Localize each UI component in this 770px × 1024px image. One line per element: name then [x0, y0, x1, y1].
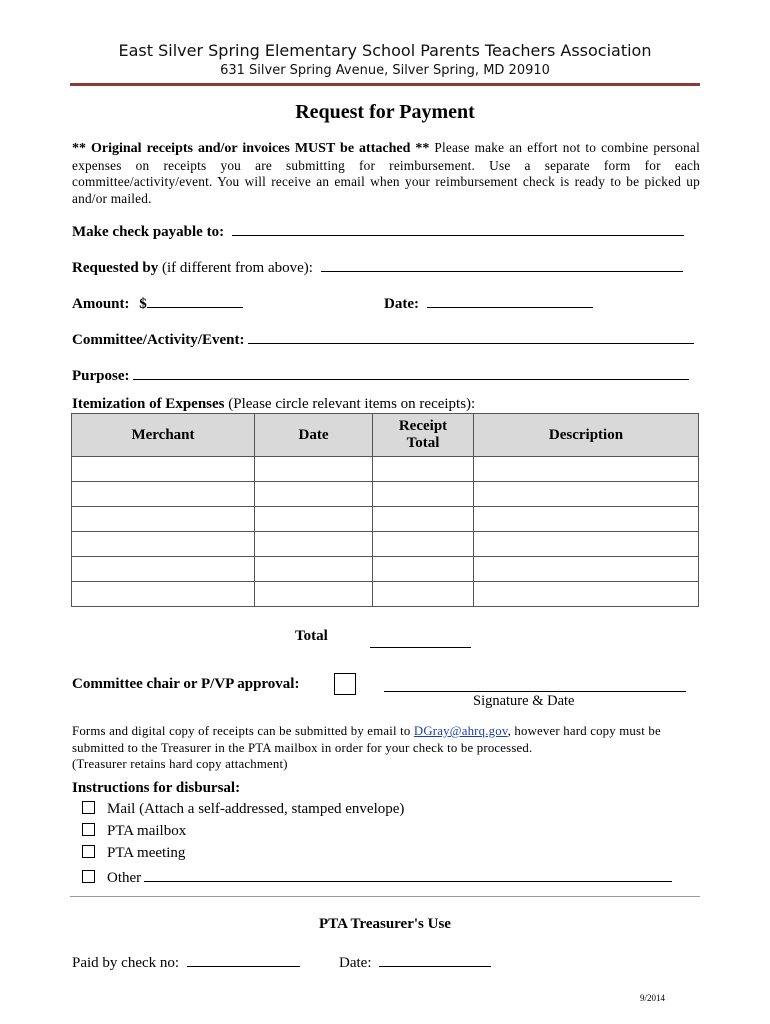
receipt-total-cell[interactable] — [373, 582, 474, 607]
date-cell[interactable] — [255, 557, 373, 582]
itemization-label: Itemization of Expenses — [72, 396, 225, 412]
table-row — [72, 582, 699, 607]
disbursal-heading: Instructions for disbursal: — [72, 780, 241, 796]
description-cell[interactable] — [474, 457, 699, 482]
merchant-cell[interactable] — [72, 482, 255, 507]
description-cell[interactable] — [474, 582, 699, 607]
organization-address: 631 Silver Spring Avenue, Silver Spring, MD 20910 — [220, 63, 550, 78]
description-cell[interactable] — [474, 532, 699, 557]
table-row — [72, 557, 699, 582]
payable-row — [72, 221, 684, 241]
disbursal-option-meeting — [82, 845, 185, 862]
purpose-field[interactable] — [133, 365, 689, 380]
disbursal-option-mail — [82, 801, 404, 818]
description-cell[interactable] — [474, 557, 699, 582]
expenses-table — [71, 413, 699, 607]
amount-field[interactable] — [147, 293, 243, 308]
requested-by-note: (if different from above): — [158, 260, 313, 276]
option-label: Other — [107, 870, 142, 886]
requested-by-row — [72, 257, 683, 277]
paid-by-label: Paid by check no: — [72, 955, 180, 971]
note-text-after: , however hard copy must be submitted to the Treasurer in the PTA mailbox in order for your check to be processed. — [72, 724, 661, 755]
receipt-total-cell[interactable] — [373, 457, 474, 482]
disbursal-option-mailbox — [82, 823, 186, 840]
description-cell[interactable] — [474, 482, 699, 507]
total-field[interactable] — [370, 647, 471, 648]
treasurer-email-link[interactable]: DGray@ahrq.gov — [413, 724, 508, 738]
merchant-cell[interactable] — [72, 557, 255, 582]
table-row — [72, 507, 699, 532]
treasurer-date-label: Date: — [339, 955, 372, 971]
treasurer-heading: PTA Treasurer's Use — [319, 916, 451, 932]
requested-by-field[interactable] — [321, 257, 683, 272]
signature-caption: Signature & Date — [473, 693, 575, 709]
intro-warning: ** Original receipts and/or invoices MUST be attached ** — [72, 141, 430, 156]
committee-row — [72, 329, 694, 349]
date-row — [384, 293, 593, 313]
note-text-before: Forms and digital copy of receipts can be submitted by email to — [72, 724, 414, 738]
total-label: Total — [295, 628, 328, 644]
intro-text: Please make an effort not to combine personal expenses on receipts you are submitting for reimbursement. Use a separate form for each committee/activity/event. You will receive an email when your reimbursement check is ready to be picked up and/or mailed. — [72, 140, 700, 206]
form-title: Request for Payment — [295, 101, 475, 123]
receipt-total-cell[interactable] — [373, 557, 474, 582]
other-field[interactable] — [144, 867, 672, 882]
purpose-row — [72, 365, 689, 385]
date-cell[interactable] — [255, 532, 373, 557]
table-header-row — [72, 414, 699, 457]
description-cell[interactable] — [474, 507, 699, 532]
revision-date: 9/2014 — [640, 993, 666, 1003]
date-cell[interactable] — [255, 507, 373, 532]
merchant-cell[interactable] — [72, 457, 255, 482]
receipt-total-header — [373, 414, 474, 457]
amount-label: Amount: — [72, 296, 130, 312]
payable-field[interactable] — [232, 221, 684, 236]
committee-field[interactable] — [248, 329, 694, 344]
check-number-field[interactable] — [187, 952, 300, 967]
option-label: Mail (Attach a self-addressed, stamped envelope) — [107, 801, 405, 817]
merchant-cell[interactable] — [72, 507, 255, 532]
signature-line[interactable] — [384, 691, 686, 692]
table-row — [72, 532, 699, 557]
description-header: Description — [474, 414, 699, 457]
treasurer-date-field[interactable] — [379, 952, 491, 967]
merchant-header: Merchant — [72, 414, 255, 457]
itemization-heading — [72, 396, 475, 413]
date-field[interactable] — [427, 293, 593, 308]
approval-label: Committee chair or P/VP approval: — [72, 676, 300, 692]
date-header: Date — [255, 414, 373, 457]
requested-by-label: Requested by — [72, 260, 159, 276]
organization-name: East Silver Spring Elementary School Parents Teachers Association — [118, 41, 652, 60]
treasurer-date-row — [339, 952, 491, 972]
date-cell[interactable] — [255, 482, 373, 507]
note-retention: (Treasurer retains hard copy attachment) — [72, 757, 288, 771]
receipt-header-line1: Receipt — [398, 418, 448, 434]
other-checkbox[interactable] — [82, 870, 95, 883]
meeting-checkbox[interactable] — [82, 845, 95, 858]
date-cell[interactable] — [255, 582, 373, 607]
approval-checkbox[interactable] — [334, 673, 356, 695]
itemization-note: (Please circle relevant items on receipts): — [224, 396, 476, 412]
amount-row — [72, 293, 243, 313]
treasurer-divider — [70, 896, 700, 897]
option-label: PTA mailbox — [107, 823, 187, 839]
disbursal-option-other — [82, 867, 672, 887]
paid-by-row — [72, 952, 300, 972]
table-row — [72, 482, 699, 507]
mailbox-checkbox[interactable] — [82, 823, 95, 836]
receipt-total-cell[interactable] — [373, 532, 474, 557]
amount-currency: $ — [139, 296, 147, 312]
date-label: Date: — [384, 296, 419, 312]
receipt-header-line2: Total — [406, 435, 440, 451]
mail-checkbox[interactable] — [82, 801, 95, 814]
purpose-label: Purpose: — [72, 368, 130, 384]
merchant-cell[interactable] — [72, 582, 255, 607]
payable-label: Make check payable to: — [72, 224, 225, 240]
merchant-cell[interactable] — [72, 532, 255, 557]
receipt-total-cell[interactable] — [373, 482, 474, 507]
header-divider — [70, 83, 700, 86]
intro-paragraph — [72, 140, 700, 207]
table-row — [72, 457, 699, 482]
option-label: PTA meeting — [107, 845, 186, 861]
submission-note — [72, 723, 700, 773]
receipt-total-cell[interactable] — [373, 507, 474, 532]
committee-label: Committee/Activity/Event: — [72, 332, 245, 348]
date-cell[interactable] — [255, 457, 373, 482]
